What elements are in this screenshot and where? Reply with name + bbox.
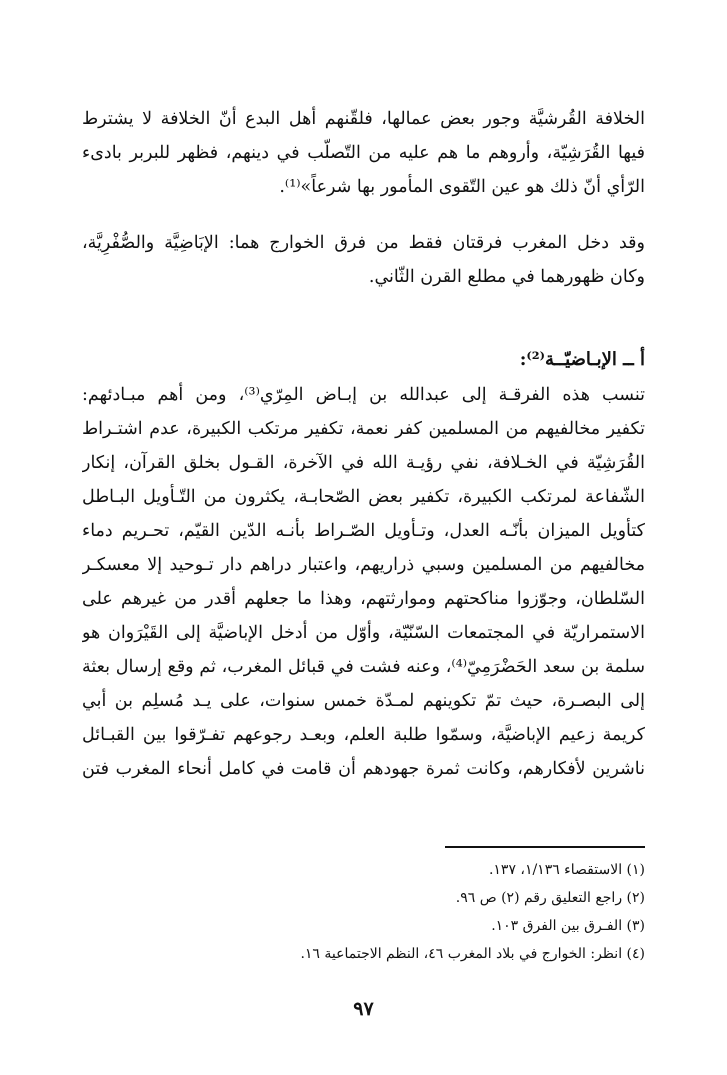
text-line: مخالفيهم من المسلمين وسبي ذراريهم، واعتبار دراهم دار تـوحيد إلا معسكـر <box>82 555 645 575</box>
text-line: وقد دخل المغرب فرقتان فقط من فرق الخوارج هما: الإبَاضِيَّة والصُّفْرِيَّة، <box>82 233 645 253</box>
text-line: سلمة بن سعد الحَضْرَمِيّ⁽⁴⁾، وعنه فشت في قبائل المغرب، ثم وقع إرسال بعثة <box>82 657 645 677</box>
text-line: الخلافة القُرشيَّة وجور بعض عمالها، فلقّنهم أهل البدع أنّ الخلافة لا يشترط <box>82 109 645 129</box>
paragraph-3 <box>82 378 645 786</box>
footnote-divider <box>445 846 645 848</box>
text-line: السّلطان، وجوّزوا مناكحتهم وموارثتهم، وهذا ما جعلهم أقدر من غيرهم على <box>82 589 645 609</box>
text-line: الشّفاعة لمرتكب الكبيرة، تكفير بعض الصّحابـة، يكثرون من التّـأويل البـاطل <box>82 487 645 507</box>
footnote: (١) الاستقصاء ١/١٣٦، ١٣٧. <box>488 862 645 878</box>
footnotes <box>82 856 645 968</box>
text-line: فيها القُرَشِيّة، وأروهم ما هم عليه من التّصلّب في دينهم، فظهر للبربر بادىء <box>82 143 645 163</box>
text-line: ناشرين لأفكارهم، وكانت ثمرة جهودهم أن قامت في كامل أنحاء المغرب فتن <box>82 759 645 779</box>
text-line: الاستمراريّة في المجتمعات السّنّيّة، وأوّل من أدخل الإباضيَّة إلى القَيْرَوان هو <box>82 623 645 643</box>
text-line: كريمة زعيم الإباضيَّة، وسمّوا طلبة العلم، وبعـد رجوعهم تفـرّقوا بين القبـائل <box>82 725 645 745</box>
page-number: ٩٧ <box>353 998 374 1020</box>
text-line: الرّأي أنّ ذلك هو عين التّقوى المأمور بها شرعاً»⁽¹⁾. <box>279 177 645 197</box>
footnote: (٢) راجع التعليق رقم (٢) ص ٩٦. <box>455 890 645 906</box>
main-text <box>82 102 645 786</box>
footnote: (٣) الفـرق بين الفرق ١٠٣. <box>491 918 645 934</box>
paragraph-1 <box>82 102 645 204</box>
footnote: (٤) انظر: الخوارج في بلاد المغرب ٤٦، النظم الاجتماعية ١٦. <box>300 946 645 962</box>
text-line: وكان ظهورهما في مطلع القرن الثّاني. <box>368 267 645 287</box>
text-line: تكفير مخالفيهم من المسلمين كفر نعمة، تكفير مرتكب الكبيرة، عدم اشتـراط <box>82 419 645 439</box>
paragraph-2 <box>82 226 645 294</box>
text-line: القُرَشِيّة في الخـلافة، نفي رؤيـة الله في الآخرة، القـول بخلق القرآن، إنكار <box>82 453 645 473</box>
text-line: إلى البصـرة، حيث تمّ تكوينهم لمـدّة خمس سنوات، على يـد مُسلِم بن أبي <box>82 691 645 711</box>
section-heading: أ ــ الإبـاضيّــة⁽²⁾: <box>519 349 645 370</box>
text-line: كتأويل الميزان بأنّـه العدل، وتـأويل الصّـراط بأنـه الدّين القيّم، تحـريم دماء <box>82 521 645 541</box>
text-line: تنسب هذه الفرقـة إلى عبدالله بن إبـاض المِرّي⁽³⁾، ومن أهم مبـادئهم: <box>82 385 645 405</box>
